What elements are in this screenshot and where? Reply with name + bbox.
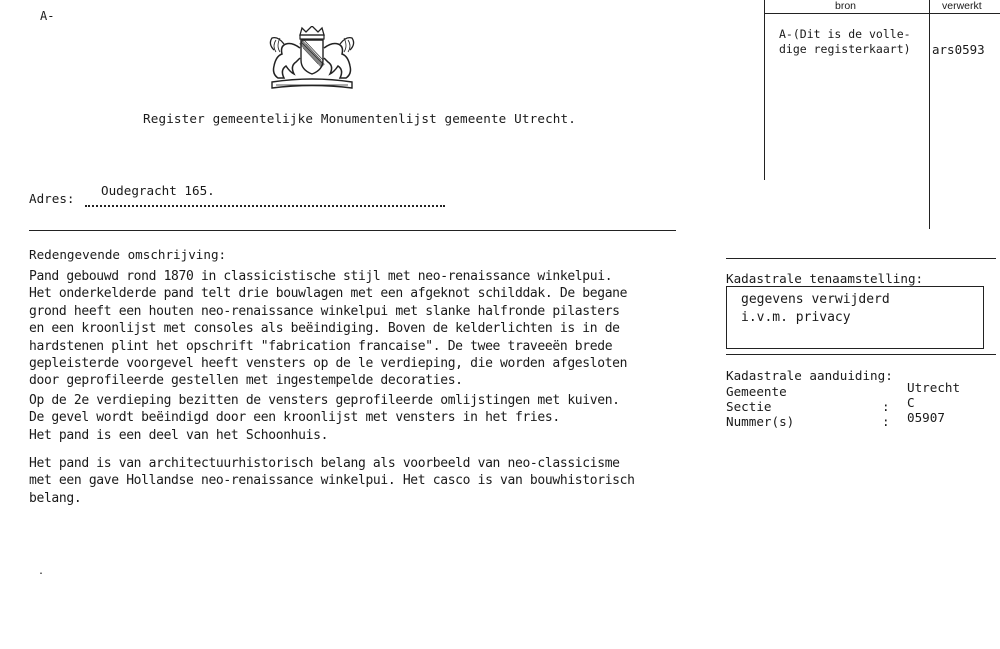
address-separator [29,230,676,231]
sectie-label: Sectie [726,399,772,414]
aanduiding-heading: Kadastrale aanduiding: [726,368,893,383]
cadastral-middle-rule [726,354,996,355]
nummer-label: Nummer(s) [726,414,795,429]
address-value: Oudegracht 165. [101,183,215,198]
sectie-colon: : [882,399,890,414]
source-table-left-border [764,0,765,180]
description-paragraph-2: Op de 2e verdieping bezitten de vensters geprofileerde omlijstingen met kuiven. De gevel wordt beëindigd door een kroonlijst met vensters in het fries. Het pand is een deel van het Schoonhuis. [29,393,620,443]
address-dotted-line [85,205,445,207]
gemeente-value: Utrecht [907,380,961,395]
verwerkt-column-header: verwerkt [942,0,982,12]
coat-of-arms-emblem [266,26,358,90]
tenaam-box [726,286,984,349]
gemeente-label: Gemeente [726,384,787,399]
verwerkt-entry: ars0593 [932,42,985,57]
register-title: Register gemeentelijke Monumentenlijst gemeente Utrecht. [143,111,576,126]
nummer-value: 05907 [907,410,945,425]
bron-column-header: bron [835,0,857,12]
sectie-value: C [907,395,915,410]
description-heading: Redengevende omschrijving: [29,247,227,262]
tenaam-heading: Kadastrale tenaamstelling: [726,271,924,286]
description-paragraph-3: Het pand is van architectuurhistorisch belang als voorbeeld van neo-classicisme met een gave Hollandse neo-renaissance winkelpui. Het casco is van bouwhistorisch belang. [29,456,635,506]
corner-mark: A- [40,9,55,23]
stray-mark: . [38,566,45,577]
description-paragraph-1: Pand gebouwd rond 1870 in classicistische stijl met neo-renaissance winkelpui. Het onderkelderde pand telt drie bouwlagen met een afgeknot schilddak. De begane grond heeft een houten neo-renaissance winkelpui met slanke halfronde pilasters en een kroonlijst met consoles als beëindiging. Boven de kelderlichten is in de hardstenen plint het opschrift "fabrication francaise". De twee traveeën brede gepleisterde voorgevel heeft vensters op de le verdieping, die worden afgesloten door geprofileerde gestellen met ingestempelde decoraties. [29,269,628,389]
cadastral-top-rule [726,258,996,259]
bron-entry: A-(Dit is de volle- dige registerkaart) [779,27,911,56]
source-table-divider [929,0,930,229]
address-label: Adres: [29,191,75,206]
source-table-header-rule [764,13,1000,14]
nummer-colon: : [882,414,890,429]
tenaam-text: gegevens verwijderd i.v.m. privacy [741,292,890,325]
